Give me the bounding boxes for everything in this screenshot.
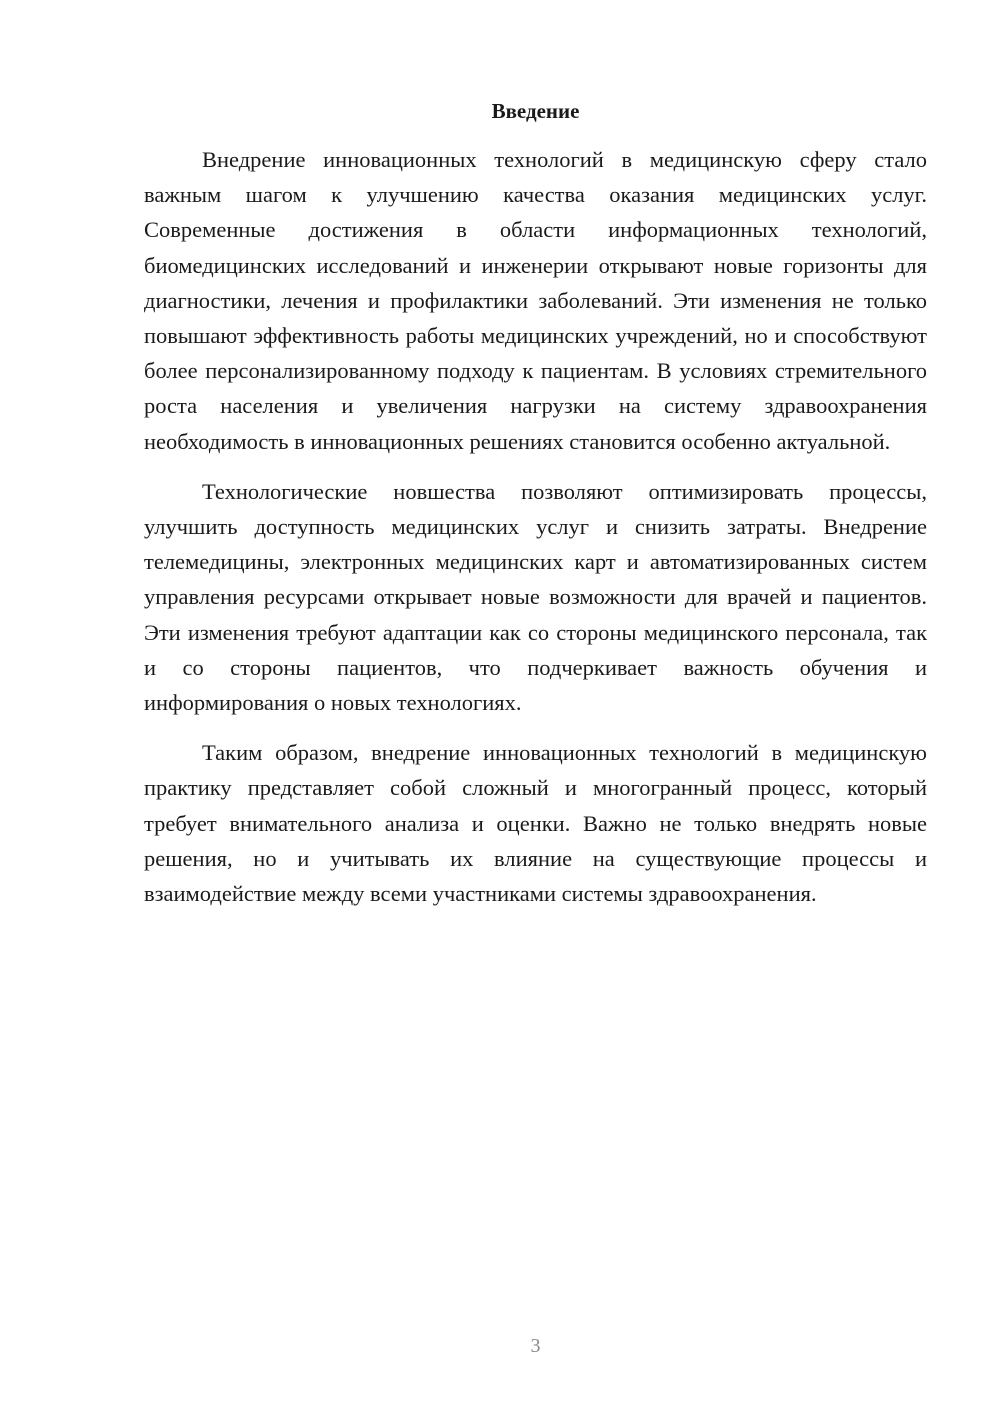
section-title: Введение (491, 99, 580, 123)
paragraph-2: Технологические новшества позволяют оптимизировать процессы, улучшить доступность медицинских услуг и снизить затраты. Внедрение телемедицины, электронных медицинских карт и автоматизированных систем управления ресурсами открывает новые возможности для врачей и пациентов. Эти изменения требуют адаптации как со стороны медицинского персонала, так и со стороны пациентов, что подчеркивает важность обучения и информирования о новых технологиях. (144, 478, 927, 716)
paragraph-3: Таким образом, внедрение инновационных технологий в медицинскую практику представляет собой сложный и многогранный процесс, который требует внимательного анализа и оценки. Важно не только внедрять новые решения, но и учитывать их влияние на существующие процессы и взаимодействие между всеми участниками системы здравоохранения. (144, 740, 927, 907)
page-number: 3 (530, 1335, 541, 1357)
paragraph-1: Внедрение инновационных технологий в медицинскую сферу стало важным шагом к улучшению качества оказания медицинских услуг. Современные достижения в области информационных технологий, биомедицинских исследований и инженерии открывают новые горизонты для диагностики, лечения и профилактики заболеваний. Эти изменения не только повышают эффективность работы медицинских учреждений, но и способствуют более персонализированному подходу к пациентам. В условиях стремительного роста населения и увеличения нагрузки на систему здравоохранения необходимость в инновационных решениях становится особенно актуальной. (144, 147, 927, 454)
body-text (144, 142, 927, 926)
